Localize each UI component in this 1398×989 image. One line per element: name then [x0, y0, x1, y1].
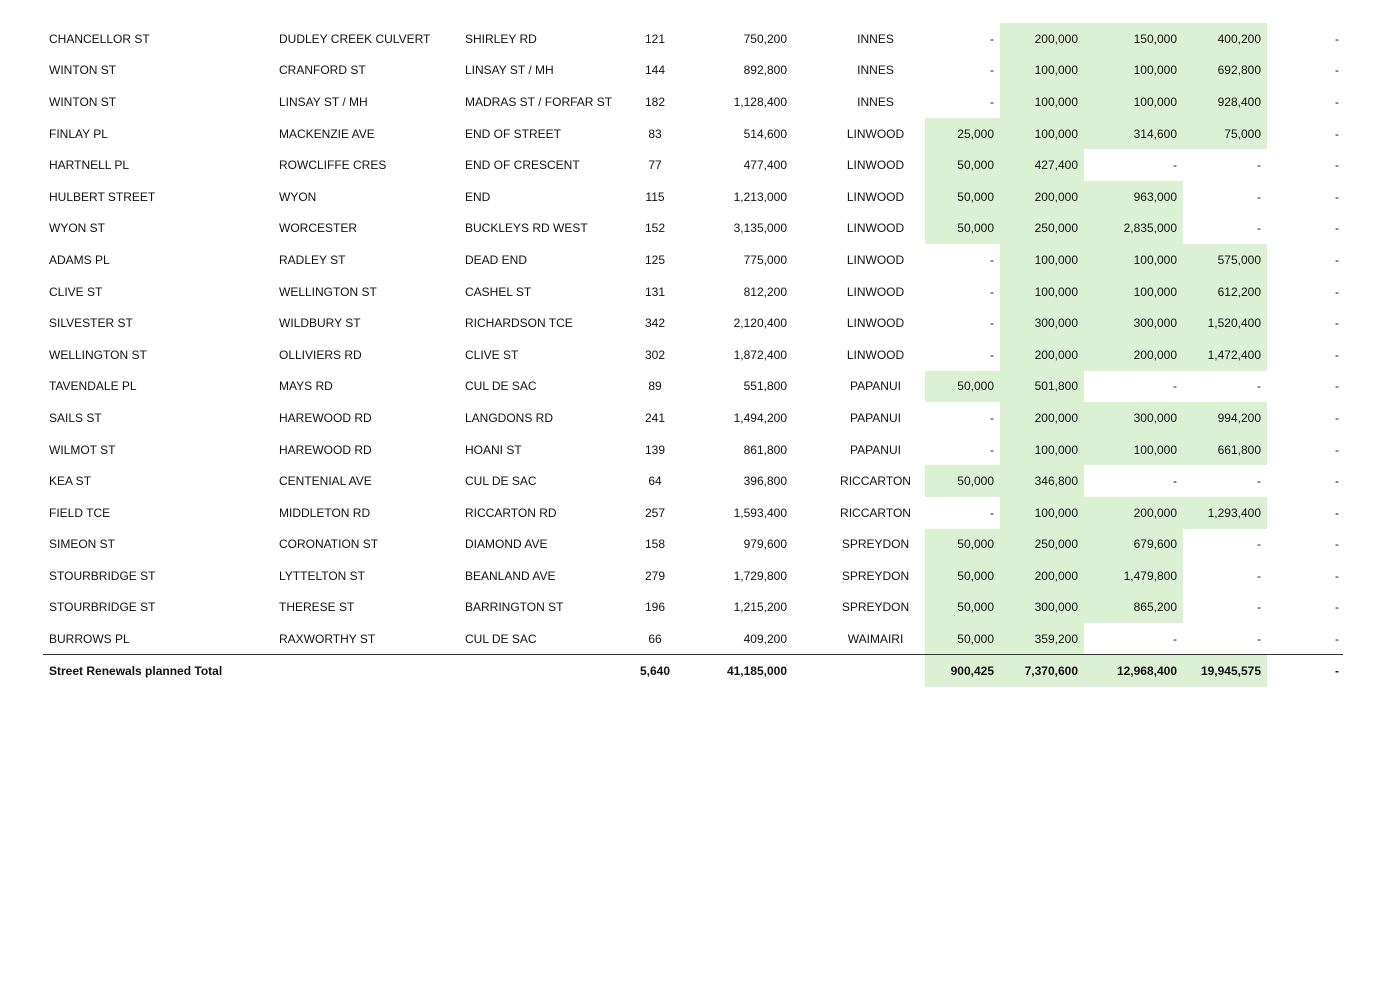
- year3-amount: 679,600: [1084, 529, 1183, 561]
- community-board: LINWOOD: [846, 284, 905, 299]
- total-year3: 12,968,400: [1084, 655, 1183, 687]
- year5-amount: -: [1335, 568, 1339, 583]
- table-row: [43, 213, 1343, 245]
- length: 83: [648, 126, 662, 141]
- year2-amount: 200,000: [1000, 181, 1084, 213]
- total-year1: 900,425: [925, 655, 1000, 687]
- year1-amount: 50,000: [925, 181, 1000, 213]
- to-street: MADRAS ST / FORFAR ST: [465, 94, 613, 109]
- to-street: END OF CRESCENT: [465, 158, 580, 173]
- year1-amount: 50,000: [925, 213, 1000, 245]
- year3-amount: 963,000: [1084, 181, 1183, 213]
- from-street: WORCESTER: [279, 221, 357, 236]
- street-name: KEA ST: [49, 474, 92, 489]
- year5-amount: -: [1335, 600, 1339, 615]
- from-street: RAXWORTHY ST: [279, 631, 376, 646]
- year2-amount: 250,000: [1000, 529, 1084, 561]
- year2-amount: 501,800: [1000, 371, 1084, 403]
- year2-amount: 100,000: [1000, 244, 1084, 276]
- street-name: STOURBRIDGE ST: [49, 568, 156, 583]
- street-name: WYON ST: [49, 221, 105, 236]
- year4-amount: -: [1257, 221, 1261, 236]
- year1-amount: 50,000: [925, 465, 1000, 497]
- year3-amount: 300,000: [1084, 402, 1183, 434]
- table-row: [43, 55, 1343, 87]
- year5-amount: -: [1335, 442, 1339, 457]
- year5-amount: -: [1335, 379, 1339, 394]
- length: 302: [644, 347, 666, 362]
- table-row: [43, 86, 1343, 118]
- table-row: [43, 244, 1343, 276]
- year3-amount: 100,000: [1084, 244, 1183, 276]
- year3-amount: 200,000: [1084, 339, 1183, 371]
- length: 121: [644, 31, 666, 46]
- year2-amount: 100,000: [1000, 434, 1084, 466]
- to-street: BEANLAND AVE: [465, 568, 556, 583]
- year1-amount: -: [990, 505, 994, 520]
- year3-amount: -: [1173, 474, 1177, 489]
- to-street: HOANI ST: [465, 442, 522, 457]
- year1-amount: -: [990, 284, 994, 299]
- from-street: WILDBURY ST: [279, 316, 361, 331]
- year5-amount: -: [1335, 631, 1339, 646]
- year4-amount: 1,520,400: [1183, 307, 1267, 339]
- year1-amount: -: [990, 252, 994, 267]
- to-street: RICCARTON RD: [465, 505, 557, 520]
- length: 182: [644, 94, 666, 109]
- community-board: LINWOOD: [846, 189, 905, 204]
- year2-amount: 359,200: [1000, 623, 1084, 654]
- year3-amount: 150,000: [1084, 23, 1183, 55]
- year4-amount: -: [1257, 189, 1261, 204]
- street-name: STOURBRIDGE ST: [49, 600, 156, 615]
- total-cost: 1,872,400: [733, 347, 787, 362]
- to-street: DEAD END: [465, 252, 528, 267]
- year3-amount: 300,000: [1084, 307, 1183, 339]
- length: 144: [644, 63, 666, 78]
- year1-amount: 50,000: [925, 529, 1000, 561]
- community-board: RICCARTON: [840, 474, 911, 489]
- to-street: CUL DE SAC: [465, 631, 537, 646]
- year5-amount: -: [1335, 537, 1339, 552]
- year1-amount: 50,000: [925, 149, 1000, 181]
- year2-amount: 100,000: [1000, 276, 1084, 308]
- community-board: PAPANUI: [850, 410, 901, 425]
- year4-amount: -: [1257, 600, 1261, 615]
- length: 342: [644, 316, 666, 331]
- year5-amount: -: [1335, 410, 1339, 425]
- year3-amount: 200,000: [1084, 497, 1183, 529]
- total-cost: 1,729,800: [733, 568, 787, 583]
- length: 152: [644, 221, 666, 236]
- total-cost: 1,213,000: [733, 189, 787, 204]
- street-name: HARTNELL PL: [49, 158, 130, 173]
- street-name: FINLAY PL: [49, 126, 108, 141]
- to-street: CLIVE ST: [465, 347, 519, 362]
- length: 89: [648, 379, 662, 394]
- length: 241: [644, 410, 666, 425]
- total-row: [43, 655, 1343, 687]
- year1-amount: 50,000: [925, 560, 1000, 592]
- length: 158: [644, 537, 666, 552]
- community-board: INNES: [857, 31, 894, 46]
- from-street: HAREWOOD RD: [279, 442, 372, 457]
- street-name: BURROWS PL: [49, 631, 130, 646]
- table-row: [43, 434, 1343, 466]
- total-cost: 750,200: [743, 31, 787, 46]
- year4-amount: 575,000: [1183, 244, 1267, 276]
- street-renewals-table: [43, 23, 1343, 687]
- year2-amount: 427,400: [1000, 149, 1084, 181]
- year2-amount: 200,000: [1000, 339, 1084, 371]
- year3-amount: 1,479,800: [1084, 560, 1183, 592]
- year3-amount: -: [1173, 158, 1177, 173]
- community-board: INNES: [857, 94, 894, 109]
- from-street: CORONATION ST: [279, 537, 379, 552]
- year2-amount: 200,000: [1000, 23, 1084, 55]
- year3-amount: -: [1173, 379, 1177, 394]
- from-street: DUDLEY CREEK CULVERT: [279, 31, 431, 46]
- community-board: SPREYDON: [841, 537, 910, 552]
- year1-amount: 25,000: [925, 118, 1000, 150]
- street-name: FIELD TCE: [49, 505, 111, 520]
- total-length: 5,640: [639, 663, 671, 678]
- community-board: WAIMAIRI: [847, 631, 904, 646]
- table-row: [43, 592, 1343, 624]
- community-board: SPREYDON: [841, 568, 910, 583]
- community-board: LINWOOD: [846, 316, 905, 331]
- community-board: RICCARTON: [840, 505, 911, 520]
- year2-amount: 100,000: [1000, 118, 1084, 150]
- year1-amount: -: [990, 63, 994, 78]
- year4-amount: 1,293,400: [1183, 497, 1267, 529]
- street-name: SILVESTER ST: [49, 316, 133, 331]
- year3-amount: -: [1173, 631, 1177, 646]
- total-cost: 477,400: [743, 158, 787, 173]
- year5-amount: -: [1335, 316, 1339, 331]
- year2-amount: 346,800: [1000, 465, 1084, 497]
- street-name: WINTON ST: [49, 94, 117, 109]
- to-street: SHIRLEY RD: [465, 31, 537, 46]
- from-street: WELLINGTON ST: [279, 284, 377, 299]
- table-row: [43, 529, 1343, 561]
- year4-amount: 692,800: [1183, 55, 1267, 87]
- table-row: [43, 23, 1343, 55]
- from-street: THERESE ST: [279, 600, 355, 615]
- year1-amount: 50,000: [925, 623, 1000, 654]
- table-row: [43, 118, 1343, 150]
- year4-amount: 75,000: [1183, 118, 1267, 150]
- to-street: CASHEL ST: [465, 284, 532, 299]
- year4-amount: 994,200: [1183, 402, 1267, 434]
- table-row: [43, 339, 1343, 371]
- street-name: CHANCELLOR ST: [49, 31, 150, 46]
- total-cost: 2,120,400: [733, 316, 787, 331]
- year5-amount: -: [1335, 31, 1339, 46]
- total-cost: 396,800: [743, 474, 787, 489]
- community-board: INNES: [857, 63, 894, 78]
- street-name: WELLINGTON ST: [49, 347, 147, 362]
- to-street: RICHARDSON TCE: [465, 316, 573, 331]
- table-row: [43, 149, 1343, 181]
- year2-amount: 100,000: [1000, 55, 1084, 87]
- year5-amount: -: [1335, 347, 1339, 362]
- year5-amount: -: [1335, 221, 1339, 236]
- year5-amount: -: [1335, 63, 1339, 78]
- total-cost: 514,600: [743, 126, 787, 141]
- year4-amount: -: [1257, 568, 1261, 583]
- length: 125: [644, 252, 666, 267]
- year4-amount: -: [1257, 474, 1261, 489]
- community-board: LINWOOD: [846, 252, 905, 267]
- total-cost: 861,800: [743, 442, 787, 457]
- street-name: WILMOT ST: [49, 442, 116, 457]
- street-name: ADAMS PL: [49, 252, 110, 267]
- from-street: MACKENZIE AVE: [279, 126, 375, 141]
- year5-amount: -: [1335, 474, 1339, 489]
- year5-amount: -: [1335, 284, 1339, 299]
- table-body: [43, 23, 1343, 655]
- year5-amount: -: [1335, 158, 1339, 173]
- year5-amount: -: [1335, 505, 1339, 520]
- year4-amount: -: [1257, 158, 1261, 173]
- total-year5: -: [1335, 663, 1339, 678]
- total-label: Street Renewals planned Total: [49, 663, 223, 678]
- street-name: WINTON ST: [49, 63, 117, 78]
- year5-amount: -: [1335, 94, 1339, 109]
- total-cost: 409,200: [743, 631, 787, 646]
- table-row: [43, 465, 1343, 497]
- to-street: BUCKLEYS RD WEST: [465, 221, 588, 236]
- year5-amount: -: [1335, 252, 1339, 267]
- from-street: CENTENIAL AVE: [279, 474, 372, 489]
- length: 66: [648, 631, 662, 646]
- to-street: LANGDONS RD: [465, 410, 554, 425]
- length: 77: [648, 158, 662, 173]
- total-cost: 3,135,000: [733, 221, 787, 236]
- year3-amount: 100,000: [1084, 434, 1183, 466]
- length: 139: [644, 442, 666, 457]
- year3-amount: 100,000: [1084, 276, 1183, 308]
- year1-amount: -: [990, 31, 994, 46]
- year4-amount: -: [1257, 379, 1261, 394]
- total-year4: 19,945,575: [1183, 655, 1267, 687]
- from-street: LINSAY ST / MH: [279, 94, 368, 109]
- length: 257: [644, 505, 666, 520]
- year2-amount: 100,000: [1000, 497, 1084, 529]
- length: 196: [644, 600, 666, 615]
- from-street: MIDDLETON RD: [279, 505, 371, 520]
- year3-amount: 865,200: [1084, 592, 1183, 624]
- total-cost: 775,000: [743, 252, 787, 267]
- year3-amount: 2,835,000: [1084, 213, 1183, 245]
- year2-amount: 100,000: [1000, 86, 1084, 118]
- year4-amount: 1,472,400: [1183, 339, 1267, 371]
- table-row: [43, 307, 1343, 339]
- year2-amount: 200,000: [1000, 560, 1084, 592]
- table-row: [43, 371, 1343, 403]
- from-street: RADLEY ST: [279, 252, 346, 267]
- community-board: PAPANUI: [850, 379, 901, 394]
- year5-amount: -: [1335, 126, 1339, 141]
- year2-amount: 200,000: [1000, 402, 1084, 434]
- community-board: LINWOOD: [846, 126, 905, 141]
- year3-amount: 100,000: [1084, 55, 1183, 87]
- from-street: HAREWOOD RD: [279, 410, 372, 425]
- total-cost: 41,185,000: [726, 663, 787, 678]
- year5-amount: -: [1335, 189, 1339, 204]
- community-board: LINWOOD: [846, 221, 905, 236]
- year1-amount: -: [990, 316, 994, 331]
- year4-amount: -: [1257, 537, 1261, 552]
- total-cost: 551,800: [743, 379, 787, 394]
- year4-amount: 400,200: [1183, 23, 1267, 55]
- year1-amount: -: [990, 94, 994, 109]
- year1-amount: -: [990, 410, 994, 425]
- total-cost: 1,494,200: [733, 410, 787, 425]
- to-street: END: [465, 189, 491, 204]
- year4-amount: 612,200: [1183, 276, 1267, 308]
- length: 131: [644, 284, 666, 299]
- total-cost: 812,200: [743, 284, 787, 299]
- year4-amount: -: [1257, 631, 1261, 646]
- from-street: CRANFORD ST: [279, 63, 366, 78]
- total-cost: 892,800: [743, 63, 787, 78]
- street-name: TAVENDALE PL: [49, 379, 137, 394]
- table-row: [43, 623, 1343, 655]
- street-name: SAILS ST: [49, 410, 102, 425]
- community-board: PAPANUI: [850, 442, 901, 457]
- from-street: WYON: [279, 189, 317, 204]
- to-street: CUL DE SAC: [465, 474, 537, 489]
- year1-amount: 50,000: [925, 592, 1000, 624]
- total-year2: 7,370,600: [1000, 655, 1084, 687]
- from-street: ROWCLIFFE CRES: [279, 158, 387, 173]
- year2-amount: 300,000: [1000, 307, 1084, 339]
- table-row: [43, 402, 1343, 434]
- community-board: SPREYDON: [841, 600, 910, 615]
- total-cost: 1,128,400: [733, 94, 787, 109]
- to-street: BARRINGTON ST: [465, 600, 564, 615]
- table-row: [43, 560, 1343, 592]
- year2-amount: 300,000: [1000, 592, 1084, 624]
- year4-amount: 928,400: [1183, 86, 1267, 118]
- length: 64: [648, 474, 662, 489]
- from-street: LYTTELTON ST: [279, 568, 366, 583]
- year1-amount: -: [990, 442, 994, 457]
- to-street: CUL DE SAC: [465, 379, 537, 394]
- year1-amount: -: [990, 347, 994, 362]
- to-street: END OF STREET: [465, 126, 562, 141]
- community-board: LINWOOD: [846, 158, 905, 173]
- length: 115: [645, 189, 665, 204]
- to-street: LINSAY ST / MH: [465, 63, 554, 78]
- total-cost: 1,593,400: [733, 505, 787, 520]
- year1-amount: 50,000: [925, 371, 1000, 403]
- from-street: MAYS RD: [279, 379, 333, 394]
- street-name: SIMEON ST: [49, 537, 116, 552]
- total-cost: 1,215,200: [733, 600, 787, 615]
- length: 279: [644, 568, 666, 583]
- table-row: [43, 497, 1343, 529]
- community-board: LINWOOD: [846, 347, 905, 362]
- year3-amount: 100,000: [1084, 86, 1183, 118]
- year2-amount: 250,000: [1000, 213, 1084, 245]
- total-cost: 979,600: [743, 537, 787, 552]
- year4-amount: 661,800: [1183, 434, 1267, 466]
- table-row: [43, 181, 1343, 213]
- street-name: CLIVE ST: [49, 284, 103, 299]
- table-row: [43, 276, 1343, 308]
- from-street: OLLIVIERS RD: [279, 347, 362, 362]
- street-name: HULBERT STREET: [49, 189, 156, 204]
- year3-amount: 314,600: [1084, 118, 1183, 150]
- to-street: DIAMOND AVE: [465, 537, 548, 552]
